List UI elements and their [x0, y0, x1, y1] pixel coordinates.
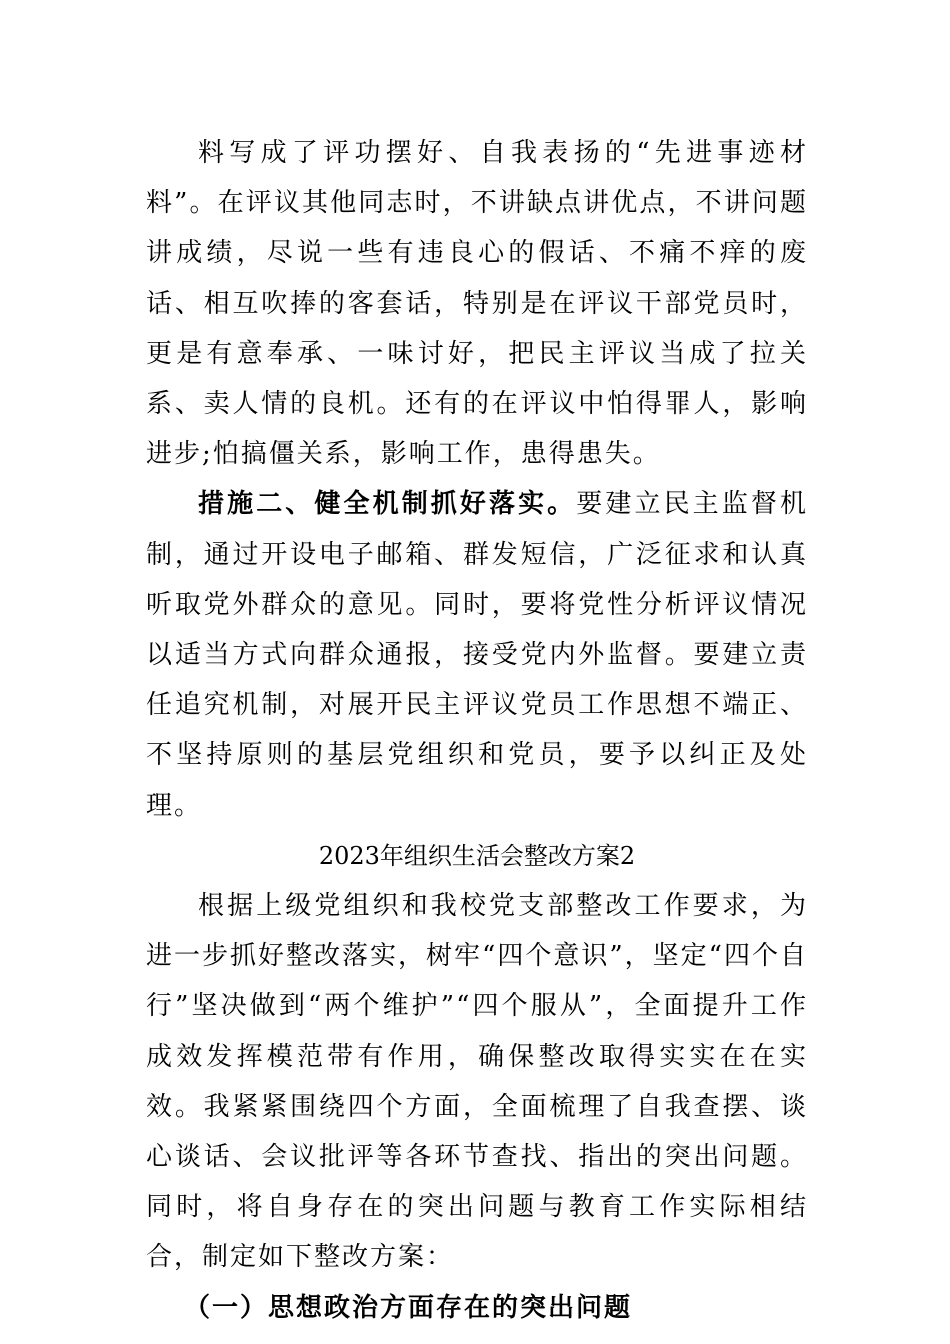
document-page [146, 128, 808, 1333]
paragraph-rectification-intro: 根据上级党组织和我校党支部整改工作要求，为进一步抓好整改落实，树牢“四个意识”，坚定“四个自行”坚决做到“两个维护”“四个服从”，全面提升工作成效发挥模范带有作用，确保整改取得实实在在实效。我紧紧围绕四个方面，全面梳理了自我查摆、谈心谈话、会议批评等各环节查找、指出的突出问题。同时，将自身存在的突出问题与教育工作实际相结合，制定如下整改方案： [146, 891, 808, 1273]
paragraph-evaluation-problems: 料写成了评功摆好、自我表扬的“先进事迹材料”。在评议其他同志时，不讲缺点讲优点，不讲问题讲成绩，尽说一些有违良心的假话、不痛不痒的废话、相互吹捧的客套话，特别是在评议干部党员时，更是有意奉承、一味讨好，把民主评议当成了拉关系、卖人情的良机。还有的在评议中怕得罪人，影响进步;怕搞僵关系，影响工作，患得患失。 [146, 138, 808, 470]
measure-two-lead: 措施二、健全机制抓好落实。 [198, 489, 577, 520]
section-heading-political: （一）思想政治方面存在的突出问题 [184, 1292, 633, 1323]
measure-two-body: 要建立民主监督机制，通过开设电子邮箱、群发短信，广泛征求和认真听取党外群众的意见。同时，要将党性分析评议情况以适当方式向群众通报，接受党内外监督。要建立责任追究机制，对展开民主评议党员工作思想不端正、不坚持原则的基层党组织和党员，要予以纠正及处理。 [146, 489, 808, 821]
paragraph-measure-two [146, 479, 808, 830]
document-title: 2023年组织生活会整改方案2 [318, 841, 636, 870]
